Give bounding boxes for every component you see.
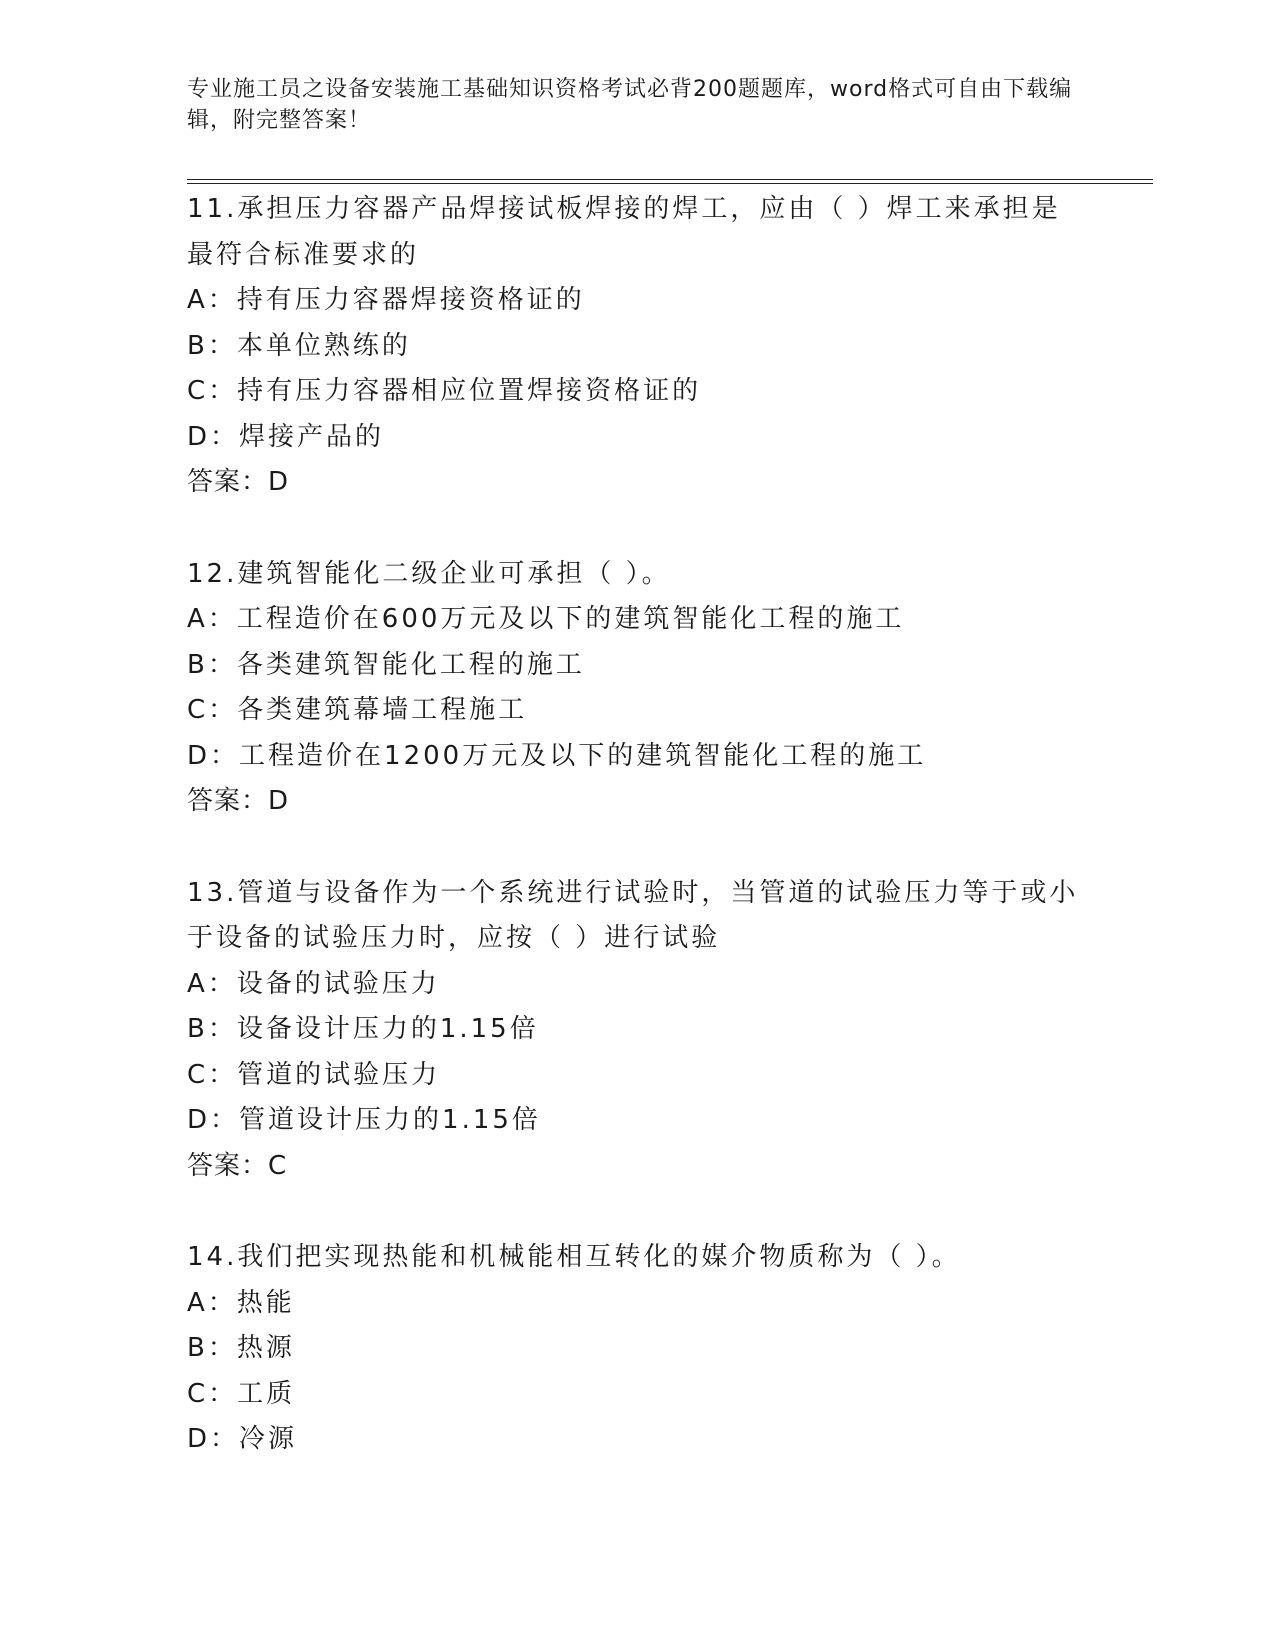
question-stem: 11.承担压力容器产品焊接试板焊接的焊工，应由（ ）焊工来承担是最符合标准要求的 [187,194,1061,270]
header-divider-bottom [187,183,1153,184]
option-b: B：本单位熟练的 [187,330,411,361]
question-12 [187,552,1087,825]
question-stem: 13.管道与设备作为一个系统进行试验时，当管道的试验压力等于或小于设备的试验压力时，应按（ ）进行试验 [187,877,1079,953]
option-d: D：冷源 [187,1424,298,1454]
option-a: A：持有压力容器焊接资格证的 [187,285,585,315]
option-a: A：工程造价在600万元及以下的建筑智能化工程的施工 [187,604,905,634]
option-c: C：持有压力容器相应位置焊接资格证的 [187,376,702,406]
question-14 [187,1235,1087,1463]
answer-line: 答案：D [187,467,290,497]
option-b: B：设备设计压力的1.15倍 [187,1014,539,1044]
option-c: C：各类建筑幕墙工程施工 [187,695,528,725]
question-stem: 12.建筑智能化二级企业可承担（ ）。 [187,558,671,589]
question-list [187,187,1087,1509]
option-b: B：热源 [187,1333,295,1363]
option-b: B：各类建筑智能化工程的施工 [187,649,585,680]
option-a: A：设备的试验压力 [187,968,440,999]
answer-line: 答案：D [187,786,290,816]
header-divider-top [187,179,1153,180]
option-c: C：工质 [187,1378,296,1409]
option-d: D：工程造价在1200万元及以下的建筑智能化工程的施工 [187,740,927,771]
option-a: A：热能 [187,1287,295,1318]
question-11 [187,187,1087,506]
option-d: D：管道设计压力的1.15倍 [187,1105,541,1135]
document-header: 专业施工员之设备安装施工基础知识资格考试必背200题题库，word格式可自由下载编辑，附完整答案！ [187,77,1073,133]
question-13 [187,871,1087,1190]
answer-line: 答案：C [187,1150,288,1181]
option-d: D：焊接产品的 [187,421,385,452]
option-c: C：管道的试验压力 [187,1059,441,1090]
question-stem: 14.我们把实现热能和机械能相互转化的媒介物质称为（ ）。 [187,1242,961,1272]
